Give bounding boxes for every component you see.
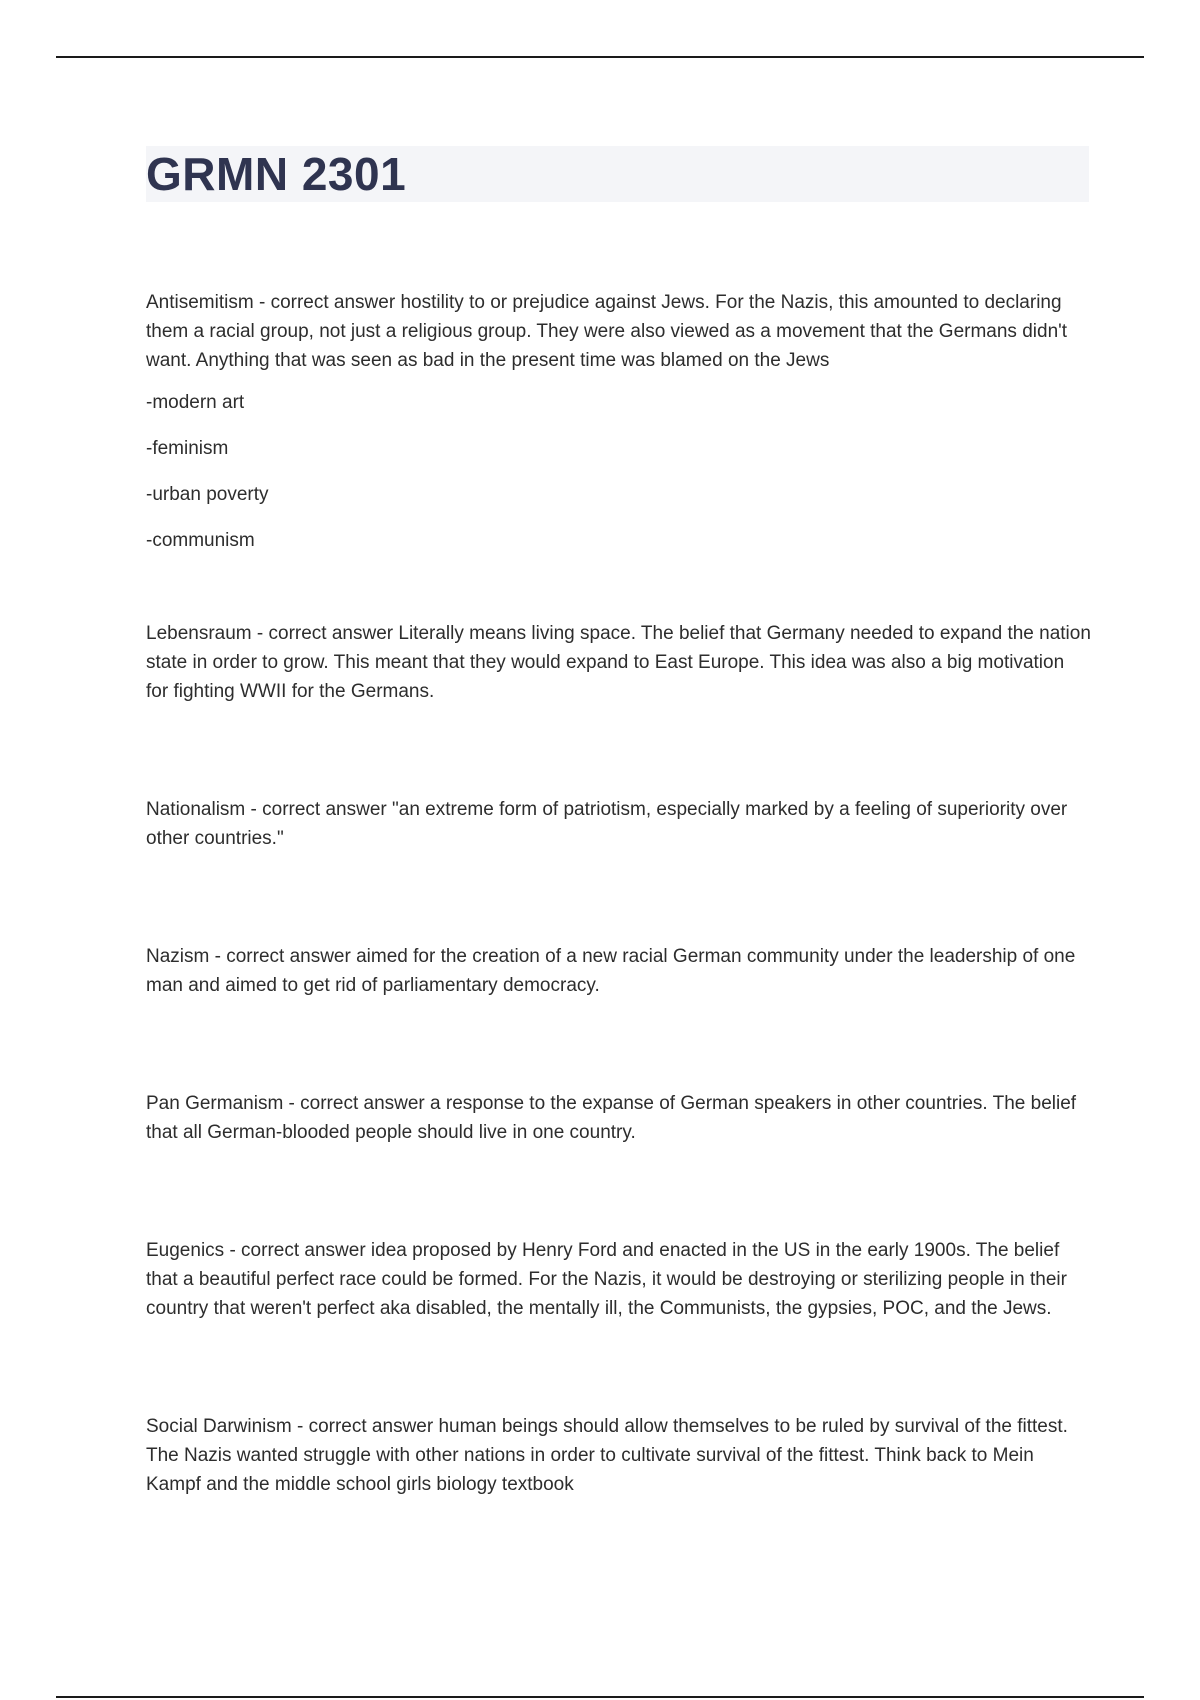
entry-antisemitism <box>146 288 1091 555</box>
document-body <box>146 288 1091 1588</box>
top-rule <box>56 56 1144 58</box>
entry-list <box>146 388 1091 555</box>
entry-text: Nazism - correct answer aimed for the creation of a new racial German community under the leadership of one man and aimed to get rid of parliamentary democracy. <box>146 946 1076 996</box>
entry-text: Pan Germanism - correct answer a response to the expanse of German speakers in other countries. The belief that all German-blooded people should live in one country. <box>146 1093 1077 1143</box>
bottom-rule <box>56 1696 1144 1698</box>
entry-text: Antisemitism - correct answer hostility to or prejudice against Jews. For the Nazis, this amounted to declaring them a racial group, not just a religious group. They were also viewed as a movement that the Germans didn't want. Anything that was seen as bad in the present time was blamed on the Jews <box>146 292 1068 371</box>
entry-text: Nationalism - correct answer "an extreme form of patriotism, especially marked by a feeling of superiority over other countries." <box>146 799 1068 849</box>
page-title: GRMN 2301 <box>146 148 407 200</box>
entry-nationalism <box>146 795 1091 853</box>
list-item: -communism <box>146 530 255 551</box>
list-item: -modern art <box>146 392 245 413</box>
entry-text: Social Darwinism - correct answer human beings should allow themselves to be ruled by survival of the fittest. The Nazis wanted struggle with other nations in order to cultivate survival of the fittest. Think back to Mein Kampf and the middle school girls biology textbook <box>146 1416 1068 1495</box>
list-item: -feminism <box>146 438 229 459</box>
list-item: -urban poverty <box>146 484 269 505</box>
entry-pan-germanism <box>146 1089 1091 1147</box>
entry-text: Eugenics - correct answer idea proposed by Henry Ford and enacted in the US in the early 1900s. The belief that a beautiful perfect race could be formed. For the Nazis, it would be destroying or sterilizing people in their country that weren't perfect aka disabled, the mentally ill, the Communists, the gypsies, POC, and the Jews. <box>146 1240 1067 1319</box>
entry-nazism <box>146 942 1091 1000</box>
entry-lebensraum <box>146 619 1091 706</box>
entry-social-darwinism <box>146 1412 1091 1499</box>
entry-text: Lebensraum - correct answer Literally means living space. The belief that Germany needed to expand the nation state in order to grow. This meant that they would expand to East Europe. This idea was also a big motivation for fighting WWII for the Germans. <box>146 623 1091 702</box>
entry-eugenics <box>146 1236 1091 1323</box>
